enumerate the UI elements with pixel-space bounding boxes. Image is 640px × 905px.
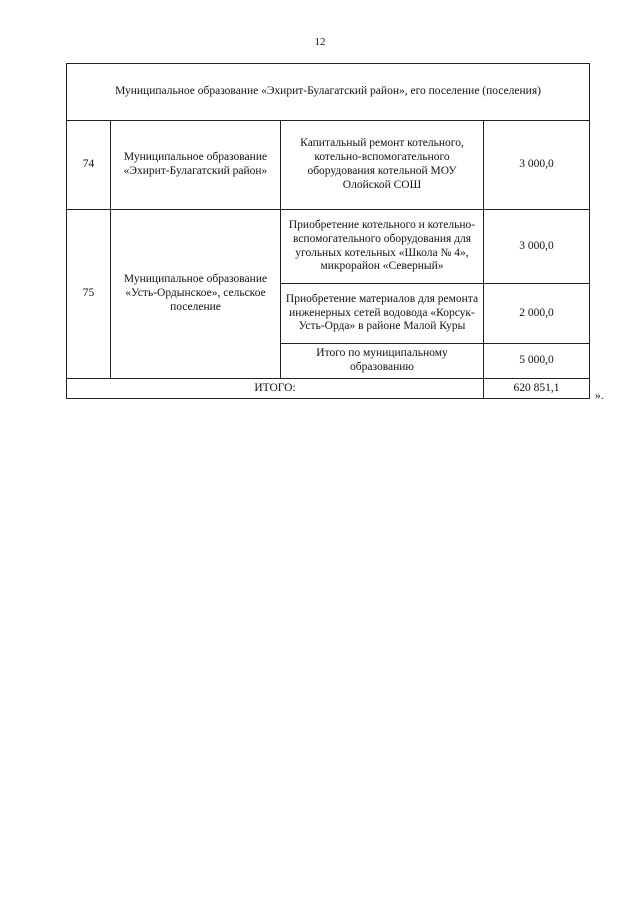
section-header-row (67, 64, 590, 121)
work-cell: Приобретение котельного и котельно-вспомогательного оборудования для угольных котельных «Школа № 4», микрорайон «Северный» (281, 210, 484, 284)
row-number: 74 (67, 121, 111, 210)
subtotal-label: Итого по муниципальному образованию (281, 344, 484, 379)
total-row (67, 379, 590, 399)
work-cell: Приобретение материалов для ремонта инженерных сетей водовода «Корсук-Усть-Орда» в районе Малой Куры (281, 284, 484, 344)
amount-cell: 3 000,0 (484, 121, 590, 210)
table-row (67, 121, 590, 210)
section-header: Муниципальное образование «Эхирит-Булагатский район», его поселение (поселения) (67, 64, 590, 121)
subtotal-amount: 5 000,0 (484, 344, 590, 379)
page-number: 12 (314, 36, 326, 48)
row-number: 75 (67, 210, 111, 379)
municipality-cell: Муниципальное образование «Эхирит-Булагатский район» (111, 121, 281, 210)
municipality-cell: Муниципальное образование «Усть-Ордынское», сельское поселение (111, 210, 281, 379)
amount-cell: 2 000,0 (484, 284, 590, 344)
budget-table (66, 63, 590, 399)
total-label: ИТОГО: (67, 379, 484, 399)
total-amount: 620 851,1 (484, 379, 590, 399)
work-cell: Капитальный ремонт котельного, котельно-вспомогательного оборудования котельной МОУ Олойской СОШ (281, 121, 484, 210)
amount-cell: 3 000,0 (484, 210, 590, 284)
table-row (67, 210, 590, 284)
closing-quote: ». (595, 390, 604, 402)
